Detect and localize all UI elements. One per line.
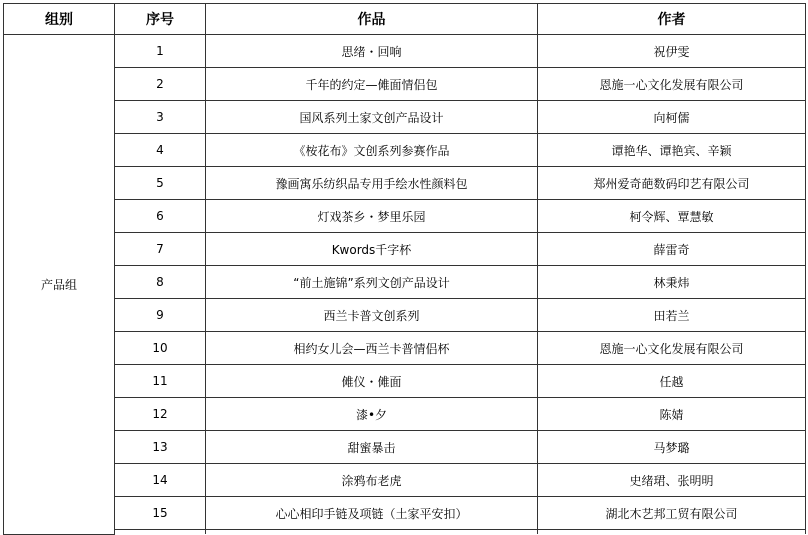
table-row [4, 365, 806, 398]
table-row [4, 464, 806, 497]
work-cell: 国风系列土家文创产品设计 [206, 101, 538, 134]
author-cell: 陈婧 [538, 398, 806, 431]
work-cell: 灯戏茶乡・梦里乐园 [206, 200, 538, 233]
table-row [4, 299, 806, 332]
author-cell: 恩施一心文化发展有限公司 [538, 332, 806, 365]
number-cell: 15 [115, 497, 206, 530]
author-cell: 林秉炜 [538, 266, 806, 299]
empty-cell [206, 530, 538, 535]
author-cell: 马梦璐 [538, 431, 806, 464]
table-row [4, 233, 806, 266]
author-cell: 谭艳华、谭艳宾、辛颖 [538, 134, 806, 167]
table-row-cutoff [4, 530, 806, 535]
number-cell: 5 [115, 167, 206, 200]
awards-table [3, 3, 806, 535]
work-cell: 涂鸦布老虎 [206, 464, 538, 497]
work-cell: 千年的约定—傩面情侣包 [206, 68, 538, 101]
table-row [4, 200, 806, 233]
table-row [4, 332, 806, 365]
header-row [4, 4, 806, 35]
work-cell: 心心相印手链及项链（土家平安扣） [206, 497, 538, 530]
work-cell: 《桉花布》文创系列参赛作品 [206, 134, 538, 167]
number-cell: 4 [115, 134, 206, 167]
table-row [4, 266, 806, 299]
header-author: 作者 [538, 4, 806, 35]
table-row [4, 68, 806, 101]
work-cell: 思绪・回响 [206, 35, 538, 68]
number-cell: 2 [115, 68, 206, 101]
table-row [4, 431, 806, 464]
number-cell: 3 [115, 101, 206, 134]
number-cell: 12 [115, 398, 206, 431]
number-cell: 14 [115, 464, 206, 497]
number-cell: 9 [115, 299, 206, 332]
work-cell: 豫画寓乐纺织品专用手绘水性颜料包 [206, 167, 538, 200]
author-cell: 恩施一心文化发展有限公司 [538, 68, 806, 101]
empty-cell [538, 530, 806, 535]
table-row [4, 398, 806, 431]
work-cell: 漆•夕 [206, 398, 538, 431]
work-cell: 傩仪・傩面 [206, 365, 538, 398]
work-cell: 相约女儿会—西兰卡普情侣杯 [206, 332, 538, 365]
author-cell: 郑州爱奇葩数码印艺有限公司 [538, 167, 806, 200]
header-group: 组别 [4, 4, 115, 35]
header-number: 序号 [115, 4, 206, 35]
author-cell: 湖北木艺邦工贸有限公司 [538, 497, 806, 530]
work-cell: 甜蜜暴击 [206, 431, 538, 464]
table-row [4, 134, 806, 167]
work-cell: “前土施锦”系列文创产品设计 [206, 266, 538, 299]
work-cell: 西兰卡普文创系列 [206, 299, 538, 332]
number-cell: 1 [115, 35, 206, 68]
author-cell: 任越 [538, 365, 806, 398]
author-cell: 柯令辉、覃慧敏 [538, 200, 806, 233]
number-cell: 7 [115, 233, 206, 266]
number-cell: 6 [115, 200, 206, 233]
author-cell: 向柯儒 [538, 101, 806, 134]
author-cell: 薛雷奇 [538, 233, 806, 266]
group-cell: 产品组 [4, 35, 115, 535]
empty-cell [115, 530, 206, 535]
number-cell: 13 [115, 431, 206, 464]
author-cell: 祝伊雯 [538, 35, 806, 68]
header-work: 作品 [206, 4, 538, 35]
number-cell: 11 [115, 365, 206, 398]
author-cell: 史绪珺、张明明 [538, 464, 806, 497]
number-cell: 10 [115, 332, 206, 365]
table-row [4, 35, 806, 68]
number-cell: 8 [115, 266, 206, 299]
author-cell: 田若兰 [538, 299, 806, 332]
table-row [4, 101, 806, 134]
work-cell: Kwords千字杯 [206, 233, 538, 266]
table-row [4, 167, 806, 200]
table-row [4, 497, 806, 530]
